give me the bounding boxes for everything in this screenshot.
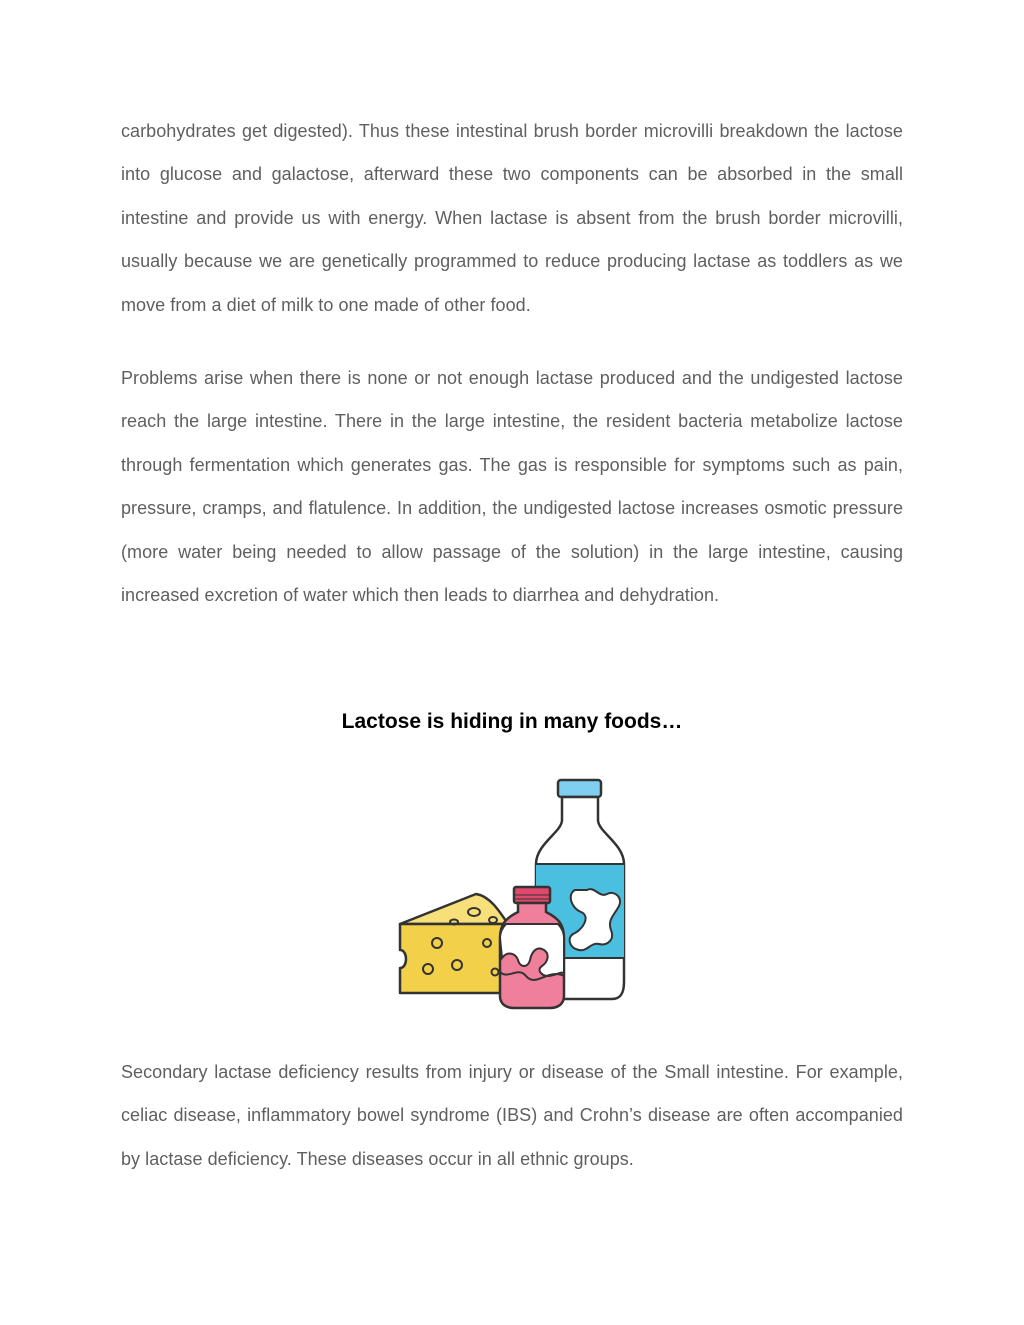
section-heading: Lactose is hiding in many foods…	[341, 710, 683, 733]
paragraph-problems: Problems arise when there is none or not enough lactase produced and the undigested lactose reach the large intestine. There in the large intestine, the resident bacteria metabolize lactose through fermentation which generates gas. The gas is responsible for symptoms such as pain, pressure, cramps, and flatulence. In addition, the undigested lactose increases osmotic pressure (more water being needed to allow passage of the solution) in the large intestine, causing increased excretion of water which then leads to diarrhea and dehydration.	[121, 368, 903, 606]
dairy-foods-illustration	[390, 772, 634, 1016]
paragraph-secondary-deficiency: Secondary lactase deficiency results from injury or disease of the Small intestine. For example, celiac disease, inflammatory bowel syndrome (IBS) and Crohn’s disease are often accompanied by lactase deficiency. These diseases occur in all ethnic groups.	[121, 1062, 903, 1169]
paragraph-digestion: carbohydrates get digested). Thus these intestinal brush border microvilli breakdown the lactose into glucose and galactose, afterward these two components can be absorbed in the small intestine and provide us with energy. When lactase is absent from the brush border microvilli, usually because we are genetically programmed to reduce producing lactase as toddlers as we move from a diet of milk to one made of other food.	[121, 121, 903, 315]
cheese-icon	[400, 894, 508, 993]
